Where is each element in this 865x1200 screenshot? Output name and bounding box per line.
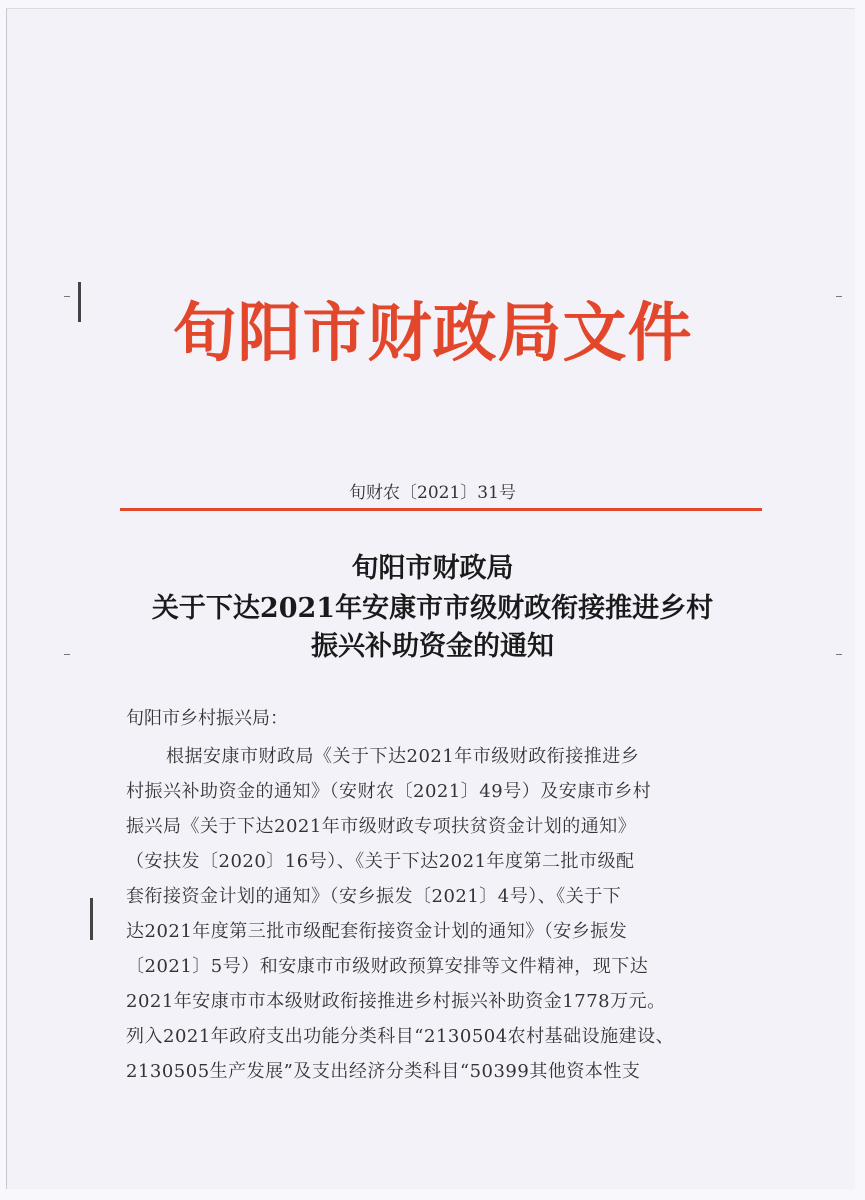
addressee: 旬阳市乡村振兴局： (126, 708, 288, 729)
subject-line-1: 旬阳市财政局 (351, 553, 514, 584)
body-line: 振兴局《关于下达2021年市级财政专项扶贫资金计划的通知》 (126, 816, 637, 837)
subject-line-2: 关于下达2021年安康市市级财政衔接推进乡村 (151, 593, 714, 624)
subject-line-3: 振兴补助资金的通知 (311, 631, 554, 662)
body-line: 达2021年度第三批市级配套衔接资金计划的通知》（安乡振发 (126, 921, 628, 942)
body-line: 列入2021年政府支出功能分类科目“2130504农村基础设施建设、 (126, 1026, 675, 1047)
body-line: 〔2021〕5号）和安康市市级财政预算安排等文件精神，现下达 (126, 956, 649, 977)
header-red-rule (120, 508, 762, 511)
body-line: 2130505生产发展”及支出经济分类科目“50399其他资本性支 (126, 1061, 641, 1082)
binding-mark-bottom (90, 898, 93, 940)
body-line: 村振兴补助资金的通知》（安财农〔2021〕49号）及安康市乡村 (126, 781, 652, 802)
document-number: 旬财农〔2021〕31号 (349, 483, 516, 503)
body-line: 套衔接资金计划的通知》（安乡振发〔2021〕4号）、《关于下 (126, 886, 622, 907)
document-header-title: 旬阳市财政局文件 (172, 296, 693, 371)
body-line: 2021年安康市市本级财政衔接推进乡村振兴补助资金1778万元。 (126, 991, 666, 1012)
body-line: 根据安康市财政局《关于下达2021年市级财政衔接推进乡 (166, 746, 640, 767)
body-line: （安扶发〔2020〕16号）、《关于下达2021年度第二批市级配 (126, 851, 635, 872)
